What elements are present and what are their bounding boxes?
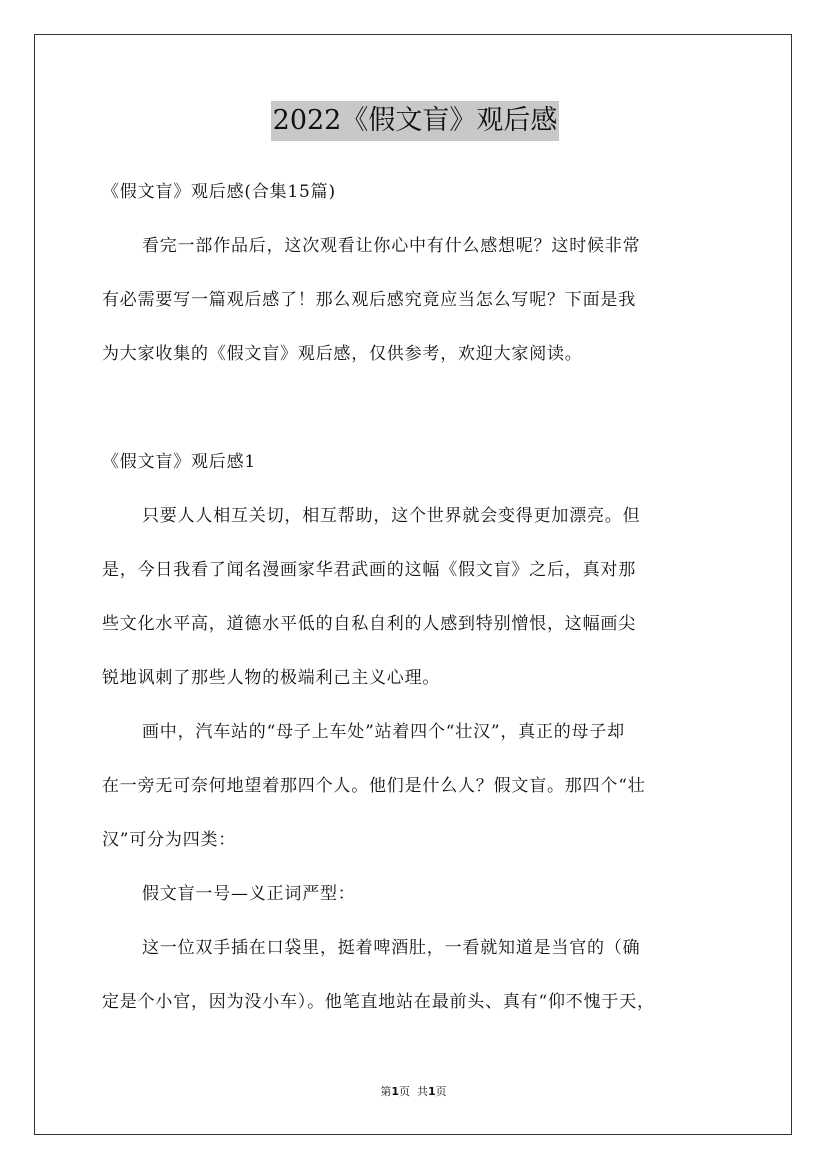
text-line: 是，今日我看了闻名漫画家华君武画的这幅《假文盲》之后，真对那: [102, 560, 636, 580]
text-line: 《假文盲》观后感(合集15篇): [102, 182, 336, 202]
text-line: 锐地讽刺了那些人物的极端利己主义心理。: [102, 668, 441, 688]
text-line: 看完一部作品后，这次观看让你心中有什么感想呢？这时候非常: [142, 236, 641, 256]
text-line: 在一旁无可奈何地望着那四个人。他们是什么人？假文盲。那四个“壮: [102, 776, 646, 796]
footer-total-unit: 页: [435, 1085, 447, 1098]
text-line: 些文化水平高，道德水平低的自私自利的人感到特别憎恨，这幅画尖: [102, 614, 636, 634]
footer-total-pages: 1: [428, 1085, 436, 1098]
text-line: 假文盲一号—义正词严型：: [142, 884, 356, 904]
page-footer: [0, 1083, 827, 1099]
text-line: 这一位双手插在口袋里，挺着啤酒肚，一看就知道是当官的（确: [142, 938, 641, 958]
text-line: 为大家收集的《假文盲》观后感，仅供参考，欢迎大家阅读。: [102, 344, 583, 364]
title-wrap: [102, 101, 728, 141]
text-line: 画中，汽车站的“母子上车处”站着四个“壮汉”，真正的母子却: [142, 722, 625, 742]
text-line: 汉”可分为四类：: [102, 830, 237, 850]
text-line: 只要人人相互关切，相互帮助，这个世界就会变得更加漂亮。但: [142, 506, 641, 526]
document-title: 2022《假文盲》观后感: [271, 101, 560, 141]
text-line: 定是个小官，因为没小车）。他笔直地站在最前头、真有“仰不愧于天，: [102, 992, 655, 1012]
text-line: 《假文盲》观后感1: [102, 452, 257, 472]
footer-prefix: 第: [380, 1085, 392, 1098]
footer-page-unit: 页: [399, 1085, 410, 1098]
footer-page-number: 1: [391, 1085, 399, 1098]
text-line: 有必需要写一篇观后感了！那么观后感究竟应当怎么写呢？下面是我: [102, 290, 636, 310]
footer-total-prefix: 共: [417, 1085, 428, 1098]
